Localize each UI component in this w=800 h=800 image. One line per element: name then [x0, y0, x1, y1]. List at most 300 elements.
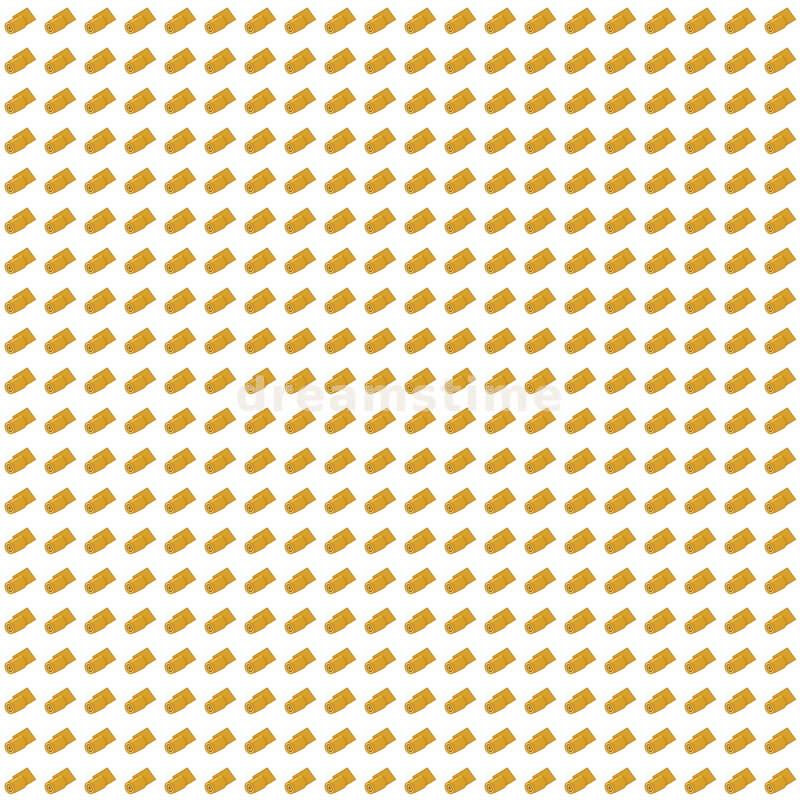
- scroll-icon: [241, 87, 276, 116]
- scroll-icon: [521, 247, 556, 276]
- scroll-icon: [241, 127, 276, 156]
- scroll-icon: [561, 247, 596, 276]
- scroll-icon: [281, 327, 316, 356]
- scroll-icon: [201, 487, 236, 516]
- scroll-icon: [441, 87, 476, 116]
- scroll-icon: [1, 527, 36, 556]
- scroll-icon: [561, 367, 596, 396]
- scroll-icon: [281, 127, 316, 156]
- scroll-icon: [641, 287, 676, 316]
- scroll-icon: [681, 167, 716, 196]
- scroll-icon: [481, 487, 516, 516]
- scroll-icon: [201, 767, 236, 796]
- scroll-icon: [761, 127, 796, 156]
- scroll-icon: [401, 287, 436, 316]
- scroll-icon: [41, 567, 76, 596]
- scroll-icon: [401, 727, 436, 756]
- scroll-icon: [481, 7, 516, 36]
- scroll-icon: [521, 727, 556, 756]
- scroll-icon: [721, 367, 756, 396]
- scroll-icon: [1, 207, 36, 236]
- scroll-icon: [721, 727, 756, 756]
- scroll-icon: [121, 207, 156, 236]
- scroll-icon: [201, 87, 236, 116]
- scroll-icon: [601, 727, 636, 756]
- scroll-icon: [561, 7, 596, 36]
- scroll-icon: [1, 127, 36, 156]
- scroll-icon: [561, 527, 596, 556]
- scroll-icon: [121, 127, 156, 156]
- scroll-icon: [201, 127, 236, 156]
- scroll-icon: [481, 767, 516, 796]
- scroll-icon: [561, 407, 596, 436]
- scroll-icon: [41, 167, 76, 196]
- scroll-icon: [401, 7, 436, 36]
- scroll-icon: [41, 127, 76, 156]
- scroll-icon: [441, 327, 476, 356]
- scroll-icon: [241, 527, 276, 556]
- scroll-icon: [281, 567, 316, 596]
- scroll-icon: [641, 647, 676, 676]
- scroll-icon: [1, 607, 36, 636]
- scroll-icon: [321, 247, 356, 276]
- scroll-icon: [121, 87, 156, 116]
- scroll-icon: [121, 727, 156, 756]
- scroll-icon: [81, 647, 116, 676]
- scroll-icon: [201, 407, 236, 436]
- scroll-icon: [161, 327, 196, 356]
- scroll-icon: [441, 207, 476, 236]
- scroll-icon: [641, 607, 676, 636]
- scroll-icon: [561, 647, 596, 676]
- scroll-icon: [361, 607, 396, 636]
- scroll-icon: [361, 127, 396, 156]
- scroll-icon: [321, 647, 356, 676]
- scroll-icon: [761, 527, 796, 556]
- scroll-icon: [361, 767, 396, 796]
- scroll-icon: [441, 447, 476, 476]
- scroll-icon: [721, 567, 756, 596]
- scroll-icon: [441, 607, 476, 636]
- scroll-icon: [41, 287, 76, 316]
- scroll-icon: [1, 167, 36, 196]
- scroll-icon: [641, 407, 676, 436]
- scroll-icon: [481, 127, 516, 156]
- scroll-icon: [121, 767, 156, 796]
- scroll-icon: [321, 767, 356, 796]
- scroll-icon: [721, 47, 756, 76]
- scroll-icon: [201, 687, 236, 716]
- scroll-icon: [721, 167, 756, 196]
- scroll-icon: [521, 767, 556, 796]
- scroll-icon: [81, 207, 116, 236]
- scroll-icon: [761, 687, 796, 716]
- scroll-icon: [161, 247, 196, 276]
- scroll-icon: [721, 407, 756, 436]
- scroll-icon: [41, 767, 76, 796]
- scroll-icon: [121, 47, 156, 76]
- scroll-icon: [681, 407, 716, 436]
- scroll-icon: [641, 167, 676, 196]
- scroll-icon: [601, 647, 636, 676]
- scroll-icon: [41, 327, 76, 356]
- scroll-icon: [41, 607, 76, 636]
- scroll-icon: [41, 47, 76, 76]
- scroll-icon: [521, 87, 556, 116]
- scroll-icon: [161, 767, 196, 796]
- scroll-icon: [1, 647, 36, 676]
- scroll-icon: [401, 47, 436, 76]
- scroll-icon: [281, 47, 316, 76]
- scroll-icon: [761, 767, 796, 796]
- scroll-icon: [241, 687, 276, 716]
- scroll-icon: [201, 47, 236, 76]
- scroll-icon: [681, 327, 716, 356]
- scroll-icon: [761, 647, 796, 676]
- scroll-icon: [521, 567, 556, 596]
- scroll-icon: [81, 607, 116, 636]
- scroll-icon: [321, 487, 356, 516]
- scroll-icon: [321, 687, 356, 716]
- scroll-icon: [521, 647, 556, 676]
- watermark-text: dreamstime: [234, 368, 566, 422]
- scroll-icon: [281, 727, 316, 756]
- scroll-icon: [1, 567, 36, 596]
- scroll-icon: [361, 287, 396, 316]
- scroll-icon: [681, 127, 716, 156]
- scroll-icon: [121, 367, 156, 396]
- scroll-icon: [401, 487, 436, 516]
- scroll-icon: [561, 687, 596, 716]
- scroll-icon: [361, 207, 396, 236]
- scroll-icon: [281, 407, 316, 436]
- scroll-icon: [721, 127, 756, 156]
- scroll-icon: [321, 407, 356, 436]
- scroll-icon: [481, 647, 516, 676]
- scroll-icon: [121, 447, 156, 476]
- scroll-icon: [161, 87, 196, 116]
- scroll-icon: [721, 327, 756, 356]
- scroll-icon: [481, 527, 516, 556]
- scroll-icon: [321, 287, 356, 316]
- scroll-icon: [761, 87, 796, 116]
- scroll-icon: [681, 287, 716, 316]
- scroll-icon: [41, 727, 76, 756]
- scroll-icon: [761, 47, 796, 76]
- scroll-icon: [401, 247, 436, 276]
- scroll-icon: [81, 87, 116, 116]
- scroll-icon: [441, 687, 476, 716]
- scroll-icon: [401, 167, 436, 196]
- scroll-icon: [361, 87, 396, 116]
- scroll-icon: [41, 487, 76, 516]
- scroll-icon: [521, 327, 556, 356]
- scroll-icon: [681, 7, 716, 36]
- scroll-icon: [721, 527, 756, 556]
- scroll-icon: [401, 767, 436, 796]
- scroll-icon: [41, 647, 76, 676]
- scroll-icon: [641, 767, 676, 796]
- scroll-icon: [521, 407, 556, 436]
- scroll-icon: [561, 327, 596, 356]
- scroll-icon: [161, 607, 196, 636]
- scroll-icon: [321, 607, 356, 636]
- scroll-icon: [481, 247, 516, 276]
- scroll-icon: [481, 287, 516, 316]
- scroll-icon: [761, 607, 796, 636]
- scroll-icon: [241, 7, 276, 36]
- scroll-icon: [121, 247, 156, 276]
- scroll-icon: [681, 207, 716, 236]
- scroll-icon: [241, 247, 276, 276]
- scroll-icon: [201, 247, 236, 276]
- scroll-icon: [361, 567, 396, 596]
- scroll-icon: [641, 47, 676, 76]
- scroll-icon: [201, 527, 236, 556]
- scroll-icon: [401, 607, 436, 636]
- scroll-icon: [321, 127, 356, 156]
- scroll-icon: [641, 487, 676, 516]
- scroll-icon: [121, 487, 156, 516]
- scroll-icon: [681, 607, 716, 636]
- scroll-icon: [441, 167, 476, 196]
- scroll-icon: [681, 687, 716, 716]
- scroll-icon: [161, 727, 196, 756]
- scroll-icon: [161, 7, 196, 36]
- scroll-icon: [521, 367, 556, 396]
- scroll-icon: [681, 447, 716, 476]
- scroll-icon: [1, 247, 36, 276]
- scroll-icon: [121, 647, 156, 676]
- scroll-icon: [121, 287, 156, 316]
- scroll-icon: [681, 567, 716, 596]
- scroll-icon: [81, 407, 116, 436]
- scroll-icon: [321, 567, 356, 596]
- scroll-icon: [241, 47, 276, 76]
- scroll-icon: [561, 767, 596, 796]
- scroll-icon: [201, 207, 236, 236]
- scroll-icon: [81, 47, 116, 76]
- scroll-icon: [761, 367, 796, 396]
- scroll-icon: [761, 407, 796, 436]
- scroll-icon: [441, 407, 476, 436]
- scroll-icon: [41, 527, 76, 556]
- scroll-icon: [241, 447, 276, 476]
- scroll-icon: [41, 87, 76, 116]
- scroll-icon: [361, 687, 396, 716]
- scroll-icon: [121, 327, 156, 356]
- scroll-icon: [721, 687, 756, 716]
- scroll-icon: [681, 487, 716, 516]
- scroll-icon: [721, 607, 756, 636]
- scroll-icon: [641, 87, 676, 116]
- scroll-icon: [441, 647, 476, 676]
- scroll-icon: [721, 487, 756, 516]
- scroll-icon: [241, 727, 276, 756]
- scroll-icon: [321, 527, 356, 556]
- scroll-icon: [361, 447, 396, 476]
- scroll-icon: [281, 7, 316, 36]
- scroll-icon: [761, 167, 796, 196]
- scroll-icon: [81, 367, 116, 396]
- scroll-icon: [1, 687, 36, 716]
- scroll-icon: [121, 567, 156, 596]
- scroll-icon: [281, 167, 316, 196]
- scroll-icon: [241, 327, 276, 356]
- scroll-icon: [641, 127, 676, 156]
- scroll-icon: [281, 487, 316, 516]
- scroll-icon: [321, 367, 356, 396]
- scroll-icon: [321, 47, 356, 76]
- scroll-icon: [241, 407, 276, 436]
- scroll-icon: [681, 87, 716, 116]
- scroll-icon: [241, 567, 276, 596]
- scroll-icon: [601, 87, 636, 116]
- scroll-icon: [521, 487, 556, 516]
- scroll-icon: [161, 687, 196, 716]
- scroll-icon: [441, 767, 476, 796]
- scroll-icon: [601, 207, 636, 236]
- scroll-icon: [81, 7, 116, 36]
- scroll-icon: [1, 47, 36, 76]
- scroll-icon: [561, 47, 596, 76]
- scroll-icon: [641, 207, 676, 236]
- scroll-icon: [201, 167, 236, 196]
- scroll-icon: [201, 607, 236, 636]
- scroll-icon: [281, 647, 316, 676]
- scroll-icon: [641, 247, 676, 276]
- scroll-icon: [361, 527, 396, 556]
- scroll-icon: [601, 447, 636, 476]
- scroll-icon: [401, 367, 436, 396]
- scroll-icon: [561, 447, 596, 476]
- scroll-icon: [681, 647, 716, 676]
- scroll-icon: [601, 567, 636, 596]
- scroll-icon: [161, 407, 196, 436]
- scroll-icon: [561, 487, 596, 516]
- scroll-icon: [361, 727, 396, 756]
- scroll-icon: [361, 167, 396, 196]
- scroll-icon: [321, 207, 356, 236]
- scroll-icon: [361, 367, 396, 396]
- scroll-icon: [401, 207, 436, 236]
- scroll-icon: [521, 287, 556, 316]
- scroll-icon: [121, 167, 156, 196]
- scroll-icon: [641, 727, 676, 756]
- scroll-icon: [401, 407, 436, 436]
- scroll-icon: [321, 727, 356, 756]
- scroll-icon: [601, 7, 636, 36]
- scroll-icon: [681, 527, 716, 556]
- scroll-icon: [401, 127, 436, 156]
- scroll-icon: [441, 47, 476, 76]
- scroll-icon: [681, 367, 716, 396]
- scroll-icon: [601, 527, 636, 556]
- scroll-icon: [321, 327, 356, 356]
- scroll-icon: [761, 727, 796, 756]
- scroll-icon: [641, 687, 676, 716]
- scroll-icon: [161, 207, 196, 236]
- scroll-icon: [721, 7, 756, 36]
- scroll-icon: [361, 47, 396, 76]
- scroll-icon: [241, 487, 276, 516]
- scroll-icon: [521, 167, 556, 196]
- scroll-icon: [721, 767, 756, 796]
- scroll-icon: [521, 607, 556, 636]
- scroll-icon: [481, 687, 516, 716]
- scroll-icon: [481, 367, 516, 396]
- scroll-icon: [441, 127, 476, 156]
- scroll-icon: [161, 167, 196, 196]
- scroll-icon: [481, 607, 516, 636]
- scroll-icon: [481, 727, 516, 756]
- scroll-icon: [441, 367, 476, 396]
- scroll-icon: [1, 327, 36, 356]
- scroll-icon: [481, 407, 516, 436]
- scroll-icon: [721, 287, 756, 316]
- scroll-icon: [761, 327, 796, 356]
- scroll-icon: [521, 127, 556, 156]
- scroll-icon: [601, 767, 636, 796]
- scroll-icon: [81, 567, 116, 596]
- scroll-icon: [681, 247, 716, 276]
- scroll-icon: [1, 727, 36, 756]
- scroll-icon: [521, 7, 556, 36]
- scroll-icon: [441, 487, 476, 516]
- scroll-icon: [561, 567, 596, 596]
- scroll-icon: [81, 327, 116, 356]
- scroll-icon: [81, 487, 116, 516]
- scroll-icon: [761, 567, 796, 596]
- scroll-icon: [201, 7, 236, 36]
- scroll-icon: [161, 367, 196, 396]
- scroll-icon: [481, 207, 516, 236]
- scroll-icon: [441, 247, 476, 276]
- scroll-icon: [521, 527, 556, 556]
- scroll-icon: [481, 447, 516, 476]
- scroll-icon: [601, 607, 636, 636]
- scroll-icon: [81, 447, 116, 476]
- scroll-icon: [441, 287, 476, 316]
- scroll-icon: [241, 287, 276, 316]
- scroll-icon: [481, 47, 516, 76]
- scroll-icon: [401, 447, 436, 476]
- scroll-icon: [361, 407, 396, 436]
- scroll-icon: [81, 687, 116, 716]
- scroll-icon: [601, 247, 636, 276]
- scroll-icon: [641, 527, 676, 556]
- scroll-icon: [641, 567, 676, 596]
- scroll-icon: [41, 687, 76, 716]
- scroll-icon: [1, 487, 36, 516]
- scroll-icon: [681, 47, 716, 76]
- scroll-icon: [601, 407, 636, 436]
- scroll-icon: [81, 767, 116, 796]
- scroll-icon: [161, 127, 196, 156]
- scroll-icon: [721, 447, 756, 476]
- scroll-icon: [441, 527, 476, 556]
- scroll-icon: [121, 527, 156, 556]
- scroll-icon: [281, 207, 316, 236]
- scroll-icon: [601, 327, 636, 356]
- scroll-icon: [121, 687, 156, 716]
- scroll-icon: [1, 367, 36, 396]
- scroll-icon: [281, 247, 316, 276]
- scroll-icon: [281, 687, 316, 716]
- scroll-icon: [241, 767, 276, 796]
- scroll-icon: [481, 167, 516, 196]
- scroll-icon: [441, 7, 476, 36]
